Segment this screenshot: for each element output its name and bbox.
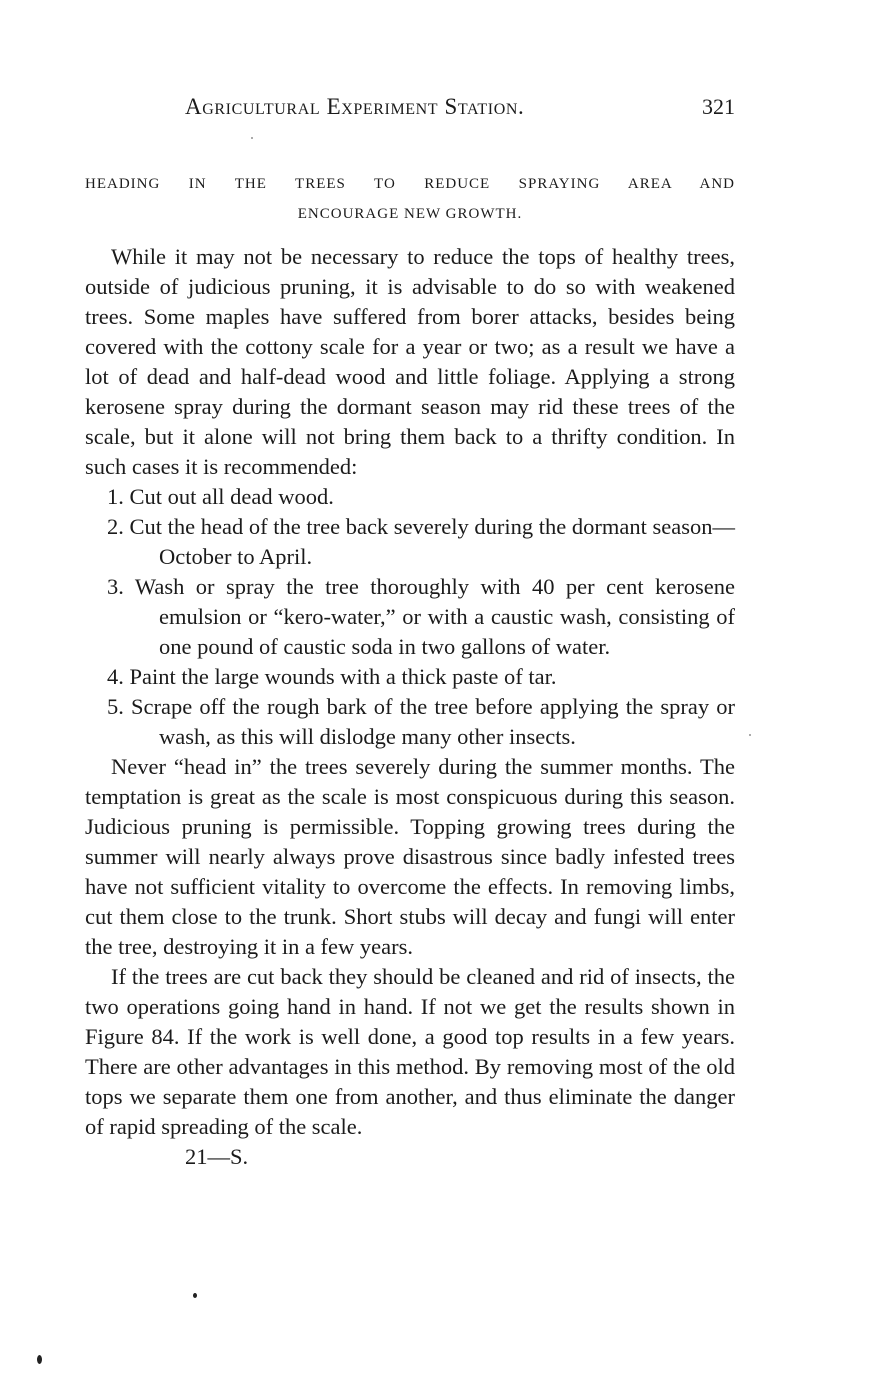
body-text bbox=[85, 242, 735, 1172]
running-title: Agricultural Experiment Station. bbox=[185, 94, 525, 119]
recommendation-item-5: 5. Scrape off the rough bark of the tree before applying the spray or wash, as this will dislodge many other insects. bbox=[107, 694, 735, 749]
running-head bbox=[85, 94, 735, 124]
print-speck bbox=[193, 1293, 197, 1298]
intro-paragraph: While it may not be necessary to reduce the tops of healthy trees, outside of judicious pruning, it is advisable to do so with weakened trees. Some maples have suffered from borer attacks, besides being covered with the cottony scale for a year or two; as a result we have a lot of dead and half-dead wood and little foliage. Applying a strong kerosene spray during the dormant season may rid these trees of the scale, but it alone will not bring them back to a thrifty condition. In such cases it is recommended: bbox=[85, 244, 735, 479]
print-speck bbox=[37, 1355, 42, 1364]
print-speck bbox=[749, 734, 751, 736]
recommendation-item-4: 4. Paint the large wounds with a thick paste of tar. bbox=[107, 664, 557, 689]
page-number: 321 bbox=[702, 94, 735, 119]
cleaning-paragraph: If the trees are cut back they should be cleaned and rid of insects, the two operations going hand in hand. If not we get the results shown in Figure 84. If the work is well done, a good top results in a few years. There are other advantages in this method. By removing most of the old tops we separate them one from another, and thus eliminate the danger of rapid spreading of the scale. bbox=[85, 964, 735, 1139]
recommendation-list bbox=[85, 482, 735, 752]
recommendation-item-1: 1. Cut out all dead wood. bbox=[107, 484, 334, 509]
section-heading-line-1: HEADING IN THE TREES TO REDUCE SPRAYING AREA AND bbox=[85, 176, 735, 192]
section-heading bbox=[85, 169, 735, 229]
signature-mark: 21—S. bbox=[185, 1144, 249, 1169]
recommendation-item-2: 2. Cut the head of the tree back severely during the dormant season—October to April. bbox=[107, 514, 735, 569]
section-heading-line-2: ENCOURAGE NEW GROWTH. bbox=[297, 206, 523, 222]
summer-paragraph: Never “head in” the trees severely during the summer months. The temptation is great as the scale is most conspicuous during this season. Judicious pruning is permissible. Topping growing trees during the summer will nearly always prove disastrous since badly infested trees have not sufficient vitality to overcome the effects. In removing limbs, cut them close to the trunk. Short stubs will decay and fungi will enter the tree, destroying it in a few years. bbox=[85, 754, 735, 959]
recommendation-item-3: 3. Wash or spray the tree thoroughly with 40 per cent kerosene emulsion or “kero-water,” or with a caustic wash, consisting of one pound of caustic soda in two gallons of water. bbox=[107, 574, 735, 659]
print-speck bbox=[251, 137, 253, 139]
